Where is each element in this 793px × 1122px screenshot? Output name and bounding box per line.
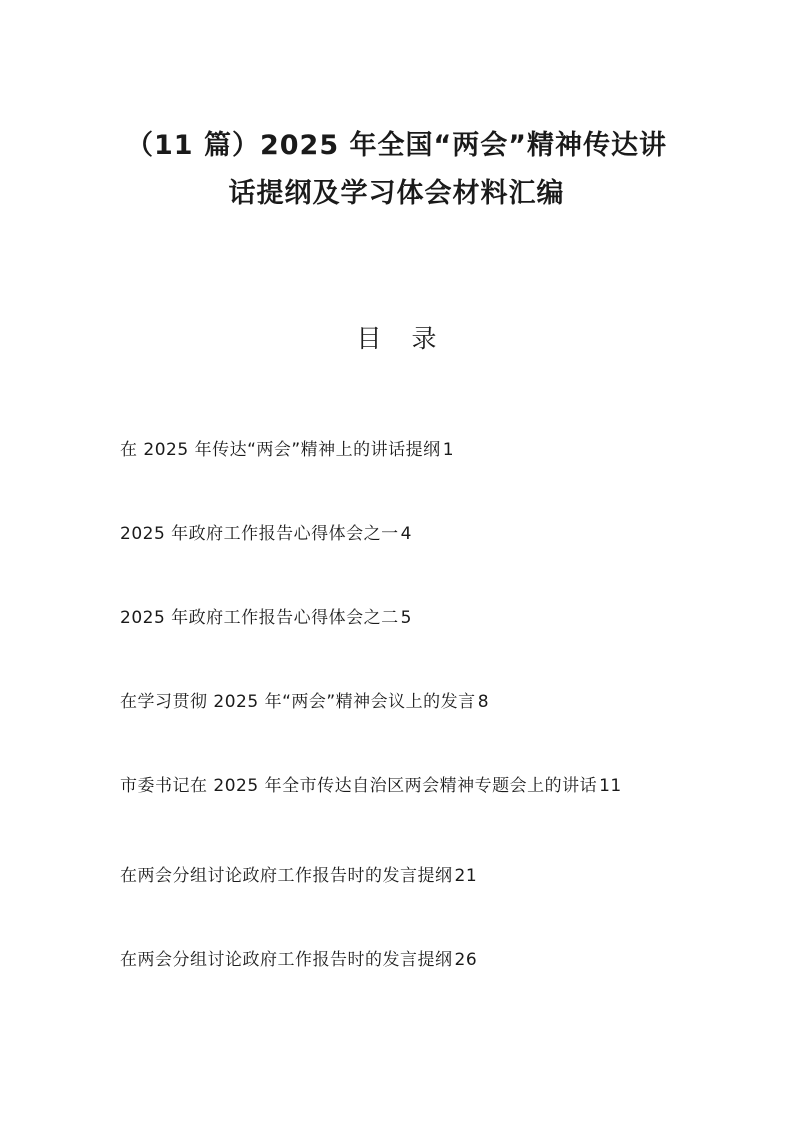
toc-item-page: 1 xyxy=(442,440,455,460)
toc-item[interactable] xyxy=(120,434,680,466)
toc-item-page: 5 xyxy=(400,608,412,628)
toc-item[interactable] xyxy=(120,518,680,550)
toc-item-text: 市委书记在 2025 年全市传达自治区两会精神专题会上的讲话 xyxy=(120,776,598,796)
toc-heading: 目录 xyxy=(356,324,467,353)
toc-item-text: 在两会分组讨论政府工作报告时的发言提纲 xyxy=(120,950,453,970)
toc-item[interactable] xyxy=(120,860,680,892)
table-of-contents xyxy=(120,434,680,1028)
toc-item-page: 8 xyxy=(477,692,490,712)
document-title xyxy=(60,122,733,218)
toc-item-text: 2025 年政府工作报告心得体会之一 xyxy=(120,524,399,544)
toc-item-page: 26 xyxy=(454,950,478,970)
toc-item-page: 11 xyxy=(599,776,622,796)
toc-item-page: 21 xyxy=(454,866,478,886)
toc-item-text: 在两会分组讨论政府工作报告时的发言提纲 xyxy=(120,866,453,886)
toc-item-text: 在学习贯彻 2025 年“两会”精神会议上的发言 xyxy=(120,692,476,712)
toc-item-text: 2025 年政府工作报告心得体会之二 xyxy=(120,608,399,628)
toc-item[interactable] xyxy=(120,602,680,634)
toc-item-page: 4 xyxy=(400,524,412,544)
toc-item-text: 在 2025 年传达“两会”精神上的讲话提纲 xyxy=(120,440,441,460)
document-title-line-1: （11 篇）2025 年全国“两会”精神传达讲 xyxy=(125,130,667,161)
toc-item[interactable] xyxy=(120,944,680,976)
toc-item[interactable] xyxy=(120,686,680,718)
document-title-line-2: 话提纲及学习体会材料汇编 xyxy=(228,178,565,209)
toc-item[interactable] xyxy=(120,770,680,802)
